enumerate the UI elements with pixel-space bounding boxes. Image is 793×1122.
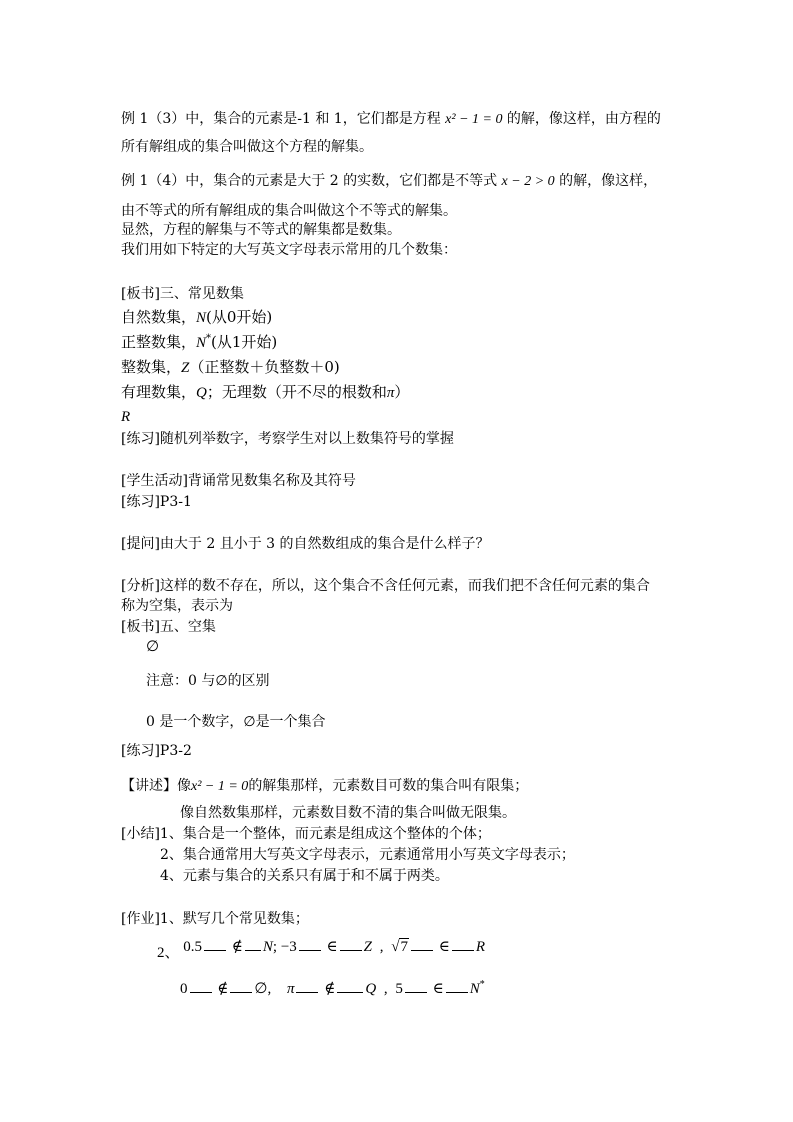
not-in-symbol: ∉ [231,939,243,955]
blank [190,980,212,993]
symbol-Z: Z [363,939,372,955]
natural-numbers-line [121,308,272,327]
summary-line: 2、集合通常用大写英文字母表示，元素通常用小写英文字母表示； [160,847,575,863]
blank [446,980,468,993]
paragraph-line: 所有解组成的集合叫做这个方程的解集。 [121,139,373,155]
star-superscript: * [206,333,212,344]
text: ） [394,383,410,401]
note-line [146,672,270,691]
sqrt-expression: √7 [391,939,408,955]
text: （正整数＋负整数＋0) [189,358,340,376]
value: 5 [395,981,403,997]
symbol-N: N [196,310,207,326]
blank [405,980,427,993]
exercise-line: [练习]随机列举数字，考察学生对以上数集符号的掌握 [121,431,454,447]
in-symbol: ∈ [432,981,444,997]
equation: x² − 1 = 0 [191,779,249,794]
summary-line: [小结]1、集合是一个整体，而元素是组成这个整体的个体； [121,826,491,842]
blank [245,938,261,951]
note-line [146,713,326,732]
text: ；无理数（开不尽的根数和 [206,383,387,401]
item-label: 2、 [157,945,180,961]
empty-set-symbol: ∅ [146,639,160,655]
text: 例 1（4）中，集合的元素是大于 2 的实数，它们都是不等式 [121,173,502,189]
blank [411,938,433,951]
punct: ; [272,939,278,955]
paragraph-line: 显然，方程的解集与不等式的解集都是数集。 [121,222,401,238]
lecture-line [121,777,528,796]
student-activity-line: [学生活动]背诵常见数集名称及其符号 [121,473,356,489]
punct: , [267,981,272,997]
text: 的解，像这样， [554,173,658,189]
inequality: x − 2 > 0 [501,174,555,189]
not-in-symbol: ∉ [324,981,336,997]
symbol-pi: π [386,385,395,401]
in-symbol: ∈ [438,939,450,955]
text: 像 [177,778,191,794]
empty-set-symbol: ∅ [215,674,228,689]
text: 注意：0 与 [146,673,216,689]
rationals-line [121,383,409,402]
text: (从1开始) [211,333,278,351]
board-heading-common-sets: [板书]三、常见数集 [121,286,244,302]
positive-integers-line [121,333,277,352]
homework-line: [作业]1、默写几个常见数集； [121,911,309,927]
equation: x² − 1 = 0 [445,112,503,127]
star-superscript: * [479,979,485,990]
text: (从0开始) [206,308,273,326]
analysis-line: 称为空集，表示为 [121,598,233,614]
paragraph-example-1-3 [121,110,661,129]
symbol-R: R [475,939,485,955]
text: 的解集那样，元素数目可数的集合叫有限集； [248,778,529,794]
symbol-N: N [469,981,480,997]
text: 的区别 [227,673,270,689]
exercise-line: [练习]P3-1 [121,494,192,510]
symbol-Z: Z [181,360,190,376]
text: 正整数集， [121,333,197,351]
lecture-line: 像自然数集那样，元素数目数不清的集合叫做无限集。 [180,805,516,821]
text: 0 是一个数字， [146,714,244,730]
empty-set-symbol: ∅ [243,715,256,730]
homework-2-row-2 [180,980,485,998]
in-symbol: ∈ [326,939,338,955]
punct: , [379,939,384,955]
exercise-line: [练习]P3-2 [121,743,192,759]
value: 0 [180,981,188,997]
text: 整数集， [121,358,182,376]
symbol-N: N [196,335,207,351]
blank [340,938,362,951]
text: 自然数集， [121,308,197,326]
text: 的解，像这样，由方程的 [502,111,661,127]
question-line: [提问]由大于 2 且小于 3 的自然数组成的集合是什么样子？ [121,536,490,552]
symbol-N: N [262,939,273,955]
punct: , [383,981,388,997]
symbol-Q: Q [365,981,377,997]
blank [296,980,318,993]
blank [337,980,363,993]
not-in-symbol: ∉ [217,981,229,997]
blank [230,980,252,993]
blank [299,938,321,951]
paragraph-example-1-4 [121,172,657,191]
value: 7 [400,939,408,955]
symbol-pi: π [286,981,295,997]
analysis-line: [分析]这样的数不存在，所以，这个集合不含任何元素，而我们把不含任何元素的集合 [121,578,650,594]
text: 有理数集， [121,383,197,401]
summary-line: 4、元素与集合的关系只有属于和不属于两类。 [160,868,449,884]
board-heading-empty-set: [板书]五、空集 [121,619,216,635]
symbol-R: R [121,409,131,425]
symbol-Q: Q [196,385,207,401]
paragraph-line: 我们用如下特定的大写英文字母表示常用的几个数集： [121,242,457,258]
integers-line [121,358,340,377]
lecture-tag: 【讲述】 [121,778,177,794]
homework-2-row-1 [157,938,485,961]
value: 0.5 [183,939,203,955]
blank [452,938,474,951]
value: −3 [280,939,297,955]
text: 是一个集合 [255,714,326,730]
empty-set-symbol: ∅ [254,981,268,997]
paragraph-line: 由不等式的所有解组成的集合叫做这个不等式的解集。 [121,203,457,219]
text: 例 1（3）中，集合的元素是-1 和 1，它们都是方程 [121,111,446,127]
blank [204,938,226,951]
